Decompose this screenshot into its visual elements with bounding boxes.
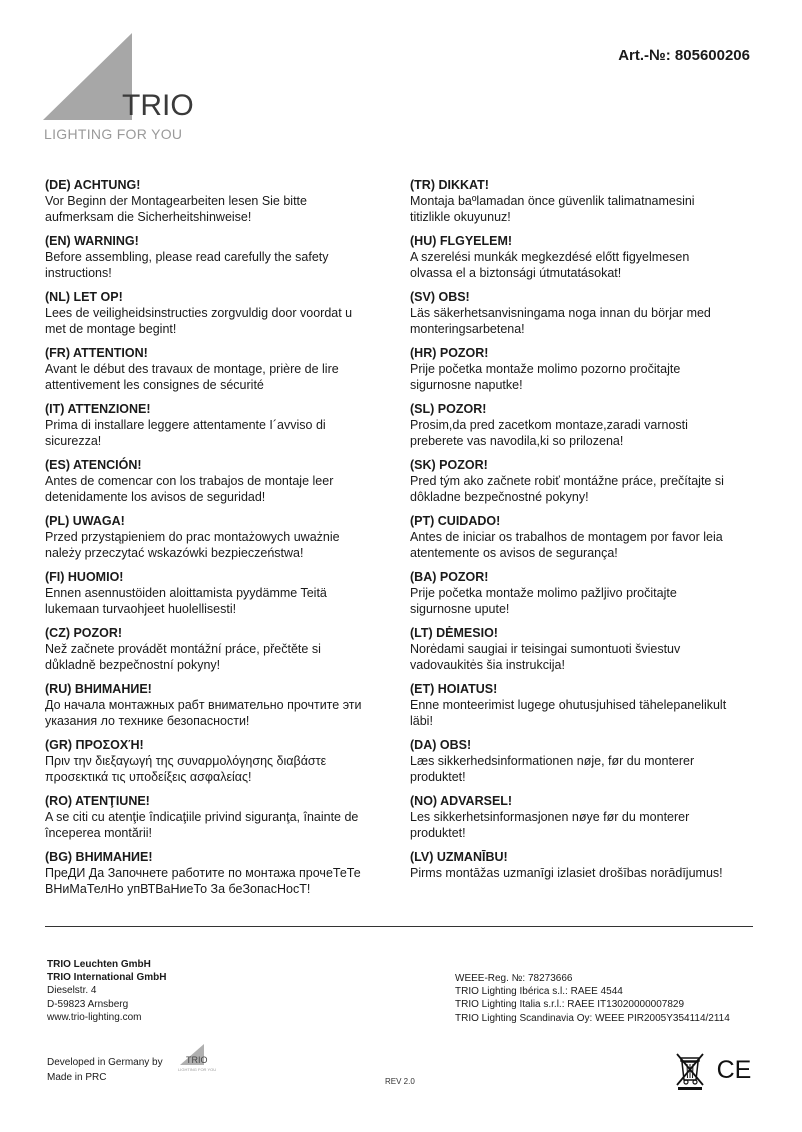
warning-line: důkladně bezpečnostní pokyny! [45, 658, 221, 672]
company-name: TRIO International GmbH [47, 972, 167, 984]
origin-info [47, 1055, 163, 1085]
logo-brand: TRIO [122, 89, 194, 122]
warning-line: met de montage begint! [45, 322, 177, 336]
warning-line: preberete vas navodila,ki so prilozena! [410, 434, 624, 448]
warning-line: sicurezza! [45, 434, 102, 448]
warning-bg [45, 849, 395, 905]
warning-line: Prije početka montaže molimo pozorno pročitajte [410, 362, 681, 376]
warning-line: aufmerksam die Sicherheitshinweise! [45, 210, 252, 224]
warning-title: (DA) OBS! [410, 738, 472, 752]
footer-divider [45, 926, 753, 927]
warning-it [45, 401, 395, 457]
warning-title: (RU) ВНИМАНИЕ! [45, 682, 152, 696]
warning-title: (TR) DIKKAT! [410, 178, 489, 192]
warning-line: monteringsarbetena! [410, 322, 525, 336]
warning-line: A szerelési munkák megkezdésé előtt figyelmesen [410, 250, 690, 264]
warning-line: Prije početka montaže molimo pažljivo pročitajte [410, 586, 677, 600]
warning-line: Läs säkerhetsanvisningama noga innan du börjar med [410, 306, 711, 320]
warning-title: (SV) OBS! [410, 290, 470, 304]
warning-title: (EN) WARNING! [45, 234, 139, 248]
warning-line: Prima di installare leggere attentamente I´avviso di [45, 418, 326, 432]
warning-line: ВНиМаТелНо упВТВаНиеТо За беЗопасНосТ! [45, 882, 311, 896]
warning-line: указания ло технике безопасности! [45, 714, 250, 728]
ce-mark-text: CE [716, 1056, 752, 1084]
warning-line: Pirms montāžas uzmanīgi izlasiet drošības norādījumus! [410, 866, 723, 880]
warning-line: Pred tým ako začnete robiť montážne práce, prečítajte si [410, 474, 724, 488]
mini-logo-brand: TRIO [186, 1055, 208, 1065]
warning-ba [410, 569, 750, 625]
warning-nl [45, 289, 395, 345]
warning-title: (HU) FLGYELEM! [410, 234, 513, 248]
warning-es [45, 457, 395, 513]
warning-title: (PL) UWAGA! [45, 514, 125, 528]
warning-line: Avant le début des travaux de montage, prière de lire [45, 362, 339, 376]
warning-gr [45, 737, 395, 793]
warning-line: Before assembling, please read carefully the safety [45, 250, 329, 264]
warning-title: (ES) ATENCIÓN! [45, 458, 142, 472]
warning-lt [410, 625, 750, 681]
warning-no [410, 793, 750, 849]
trio-logo [43, 33, 203, 145]
warning-title: (BA) POZOR! [410, 570, 489, 584]
warning-line: olvassa el a biztonsági útmutatásokat! [410, 266, 622, 280]
warning-pl [45, 513, 395, 569]
made-in: Made in PRC [47, 1072, 107, 1083]
warning-title: (SL) POZOR! [410, 402, 487, 416]
warning-title: (GR) ΠΡΟΣΟΧΉ! [45, 738, 144, 752]
warning-et [410, 681, 750, 737]
warning-line: attentivement les consignes de sécurité [45, 378, 264, 392]
warning-title: (CZ) POZOR! [45, 626, 123, 640]
warning-title: (FR) ATTENTION! [45, 346, 148, 360]
warning-lv [410, 849, 750, 905]
warning-title: (FI) HUOMIO! [45, 570, 124, 584]
warning-line: ПреДИ Да Започнете работите по монтажа прочеТеТе [45, 866, 361, 880]
warning-sv [410, 289, 750, 345]
warning-line: Les sikkerhetsinformasjonen nøye før du monterer [410, 810, 690, 824]
article-number: Art.-№: 805600206 [618, 47, 750, 64]
warning-line: produktet! [410, 826, 466, 840]
company-website: www.trio-lighting.com [47, 1011, 142, 1023]
registry-line: TRIO Lighting Scandinavia Oy: WEEE PIR2005Y354114/2114 [455, 1012, 730, 1024]
warning-cz [45, 625, 395, 681]
warning-line: începerea montării! [45, 826, 153, 840]
warning-title: (PT) CUIDADO! [410, 514, 501, 528]
warning-en [45, 233, 395, 289]
warning-line: instructions! [45, 266, 112, 280]
warning-hu [410, 233, 750, 289]
weee-crossed-bin-icon [674, 1052, 706, 1090]
warning-title: (BG) ВНИМАНИЕ! [45, 850, 153, 864]
warning-line: vadovaukitės šia instrukcija! [410, 658, 565, 672]
warning-ro [45, 793, 395, 849]
warning-line: atentemente os avisos de segurança! [410, 546, 618, 560]
warning-title: (LT) DĖMESIO! [410, 626, 498, 640]
warning-ru [45, 681, 395, 737]
warning-line: Læs sikkerhedsinformationen nøje, før du monterer [410, 754, 695, 768]
warning-line: A se citi cu atenţie îndicaţiile privind siguranţa, înainte de [45, 810, 359, 824]
warning-line: Enne monteerimist lugege ohutusjuhised tähelepanelikult [410, 698, 727, 712]
weee-registry [455, 972, 753, 1025]
warning-sk [410, 457, 750, 513]
warning-title: (RO) ATENŢIUNE! [45, 794, 150, 808]
warning-line: Vor Beginn der Montagearbeiten lesen Sie bitte [45, 194, 307, 208]
warning-line: titizlikle okuyunuz! [410, 210, 511, 224]
warnings-left-column [45, 177, 395, 905]
warning-title: (SK) POZOR! [410, 458, 488, 472]
warning-title: (NL) LET OP! [45, 290, 123, 304]
warning-line: należy przeczytać wskazówki bezpieczeństwa! [45, 546, 304, 560]
warning-da [410, 737, 750, 793]
warnings-right-column [410, 177, 750, 905]
warning-fi [45, 569, 395, 625]
ce-mark-icon [716, 1055, 752, 1085]
warning-fr [45, 345, 395, 401]
revision-label: REV 2.0 [385, 1077, 415, 1086]
warning-title: (IT) ATTENZIONE! [45, 402, 151, 416]
warning-line: Antes de iniciar os trabalhos de montagem por favor leia [410, 530, 723, 544]
warning-line: Než začnete provádět montážní práce, přečtěte si [45, 642, 321, 656]
logo-tagline: LIGHTING FOR YOU [44, 126, 183, 142]
warning-line: Prosim,da pred zacetkom montaze,zaradi varnosti [410, 418, 688, 432]
warning-line: Πριν την διεξαγωγή της συναρμολόγησης διαβάστε [45, 754, 327, 768]
company-name: TRIO Leuchten GmbH [47, 959, 151, 970]
company-street: Dieselstr. 4 [47, 985, 97, 997]
warning-sl [410, 401, 750, 457]
registry-line: WEEE-Reg. №: 78273666 [455, 973, 573, 984]
company-info [47, 958, 166, 1024]
warning-title: (NO) ADVARSEL! [410, 794, 513, 808]
warning-title: (ET) HOIATUS! [410, 682, 498, 696]
warning-tr [410, 177, 750, 233]
mini-logo-tagline: LIGHTING FOR YOU [178, 1067, 217, 1072]
company-city: D-59823 Arnsberg [47, 998, 129, 1010]
warning-line: Ennen asennustöiden aloittamista pyydämme Teitä [45, 586, 327, 600]
warning-de [45, 177, 395, 233]
registry-line: TRIO Lighting Italia s.r.l.: RAEE IT13020000007829 [455, 999, 685, 1011]
warning-line: dôkladne bezpečnostné pokyny! [410, 490, 589, 504]
warning-line: προσεκτικά τις υποδείξεις ασφαλείας! [45, 770, 252, 784]
warning-pt [410, 513, 750, 569]
warning-line: До начала монтажных рабт внимательно прочтите эти [45, 698, 362, 712]
developed-by: Developed in Germany by [47, 1057, 163, 1068]
warning-line: lukemaan turvaohjeet huolellisesti! [45, 602, 237, 616]
registry-line: TRIO Lighting Ibérica s.l.: RAEE 4544 [455, 986, 623, 998]
warning-hr [410, 345, 750, 401]
warning-title: (HR) POZOR! [410, 346, 489, 360]
warning-title: (LV) UZMANĪBU! [410, 850, 508, 864]
warning-title: (DE) ACHTUNG! [45, 178, 141, 192]
warning-line: produktet! [410, 770, 466, 784]
warning-line: Antes de comencar con los trabajos de montaje leer [45, 474, 334, 488]
warning-line: Norėdami saugiai ir teisingai sumontuoti šviestuv [410, 642, 681, 656]
warning-line: detenidamente los avisos de seguridad! [45, 490, 266, 504]
warning-line: Montaja baºlamadan önce güvenlik talimatnamesini [410, 194, 695, 208]
warning-line: Lees de veiligheidsinstructies zorgvuldig door voordat u [45, 306, 353, 320]
warning-line: sigurnosne upute! [410, 602, 510, 616]
warning-line: Przed przystąpieniem do prac montażowych uważnie [45, 530, 340, 544]
warning-line: sigurnosne naputke! [410, 378, 523, 392]
warning-line: läbi! [410, 714, 433, 728]
